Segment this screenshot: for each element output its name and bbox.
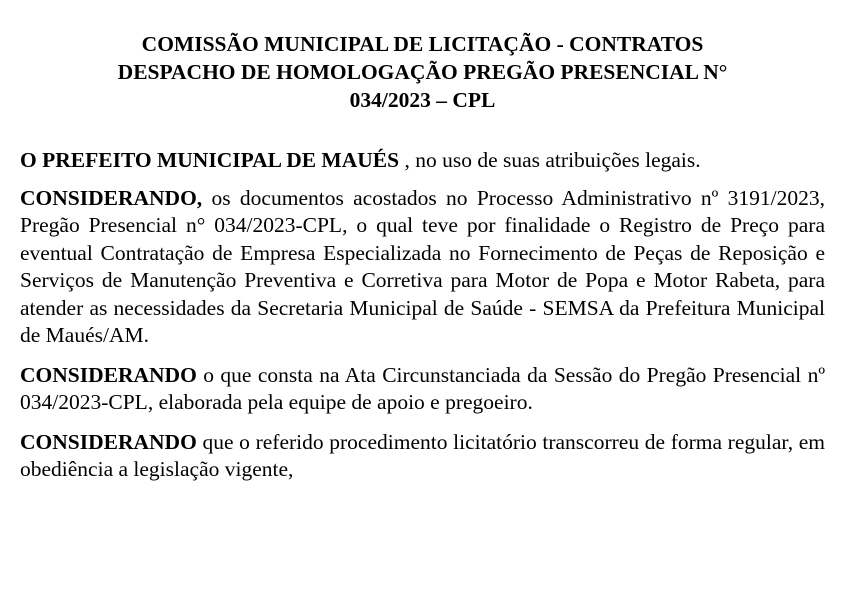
- header-line-number: 034/2023 – CPL: [349, 88, 496, 112]
- document-header: [20, 30, 825, 114]
- paragraph-text: os documentos acostados no Processo Administrativo nº 3191/2023, Pregão Presencial n° 034/2023-CPL, o qual teve por finalidade o Registro de Preço para eventual Contratação de Empresa Especializada no Fornecimento de Peças de Reposição e Serviços de Manutenção Preventiva e Corretiva para Motor de Popa e Motor Rabeta, para atender as necessidades da Secretaria Municipal de Saúde - SEMSA da Prefeitura Municipal de Maués/AM.: [20, 185, 825, 347]
- paragraph-lead: O PREFEITO MUNICIPAL DE MAUÉS: [20, 148, 400, 172]
- paragraph-mayor: [20, 147, 825, 175]
- paragraph-considering-regularity: [20, 429, 825, 484]
- paragraph-text: o que consta na Ata Circunstanciada da Sessão do Pregão Presencial nº 034/2023-CPL, elaborada pela equipe de apoio e pregoeiro.: [20, 362, 825, 414]
- paragraph-considering-minutes: [20, 362, 825, 417]
- paragraph-text: que o referido procedimento licitatório transcorreu de forma regular, em obediência a legislação vigente,: [20, 429, 825, 481]
- paragraph-lead: CONSIDERANDO: [20, 429, 197, 454]
- paragraph-lead: CONSIDERANDO,: [20, 185, 203, 210]
- paragraph-considering-documents: [20, 185, 825, 350]
- paragraph-text: , no uso de suas atribuições legais.: [399, 148, 701, 172]
- header-line-dispatch: DESPACHO DE HOMOLOGAÇÃO PREGÃO PRESENCIAL N°: [117, 60, 728, 84]
- paragraph-lead: CONSIDERANDO: [20, 362, 197, 387]
- header-line-commission: COMISSÃO MUNICIPAL DE LICITAÇÃO - CONTRATOS: [141, 32, 704, 56]
